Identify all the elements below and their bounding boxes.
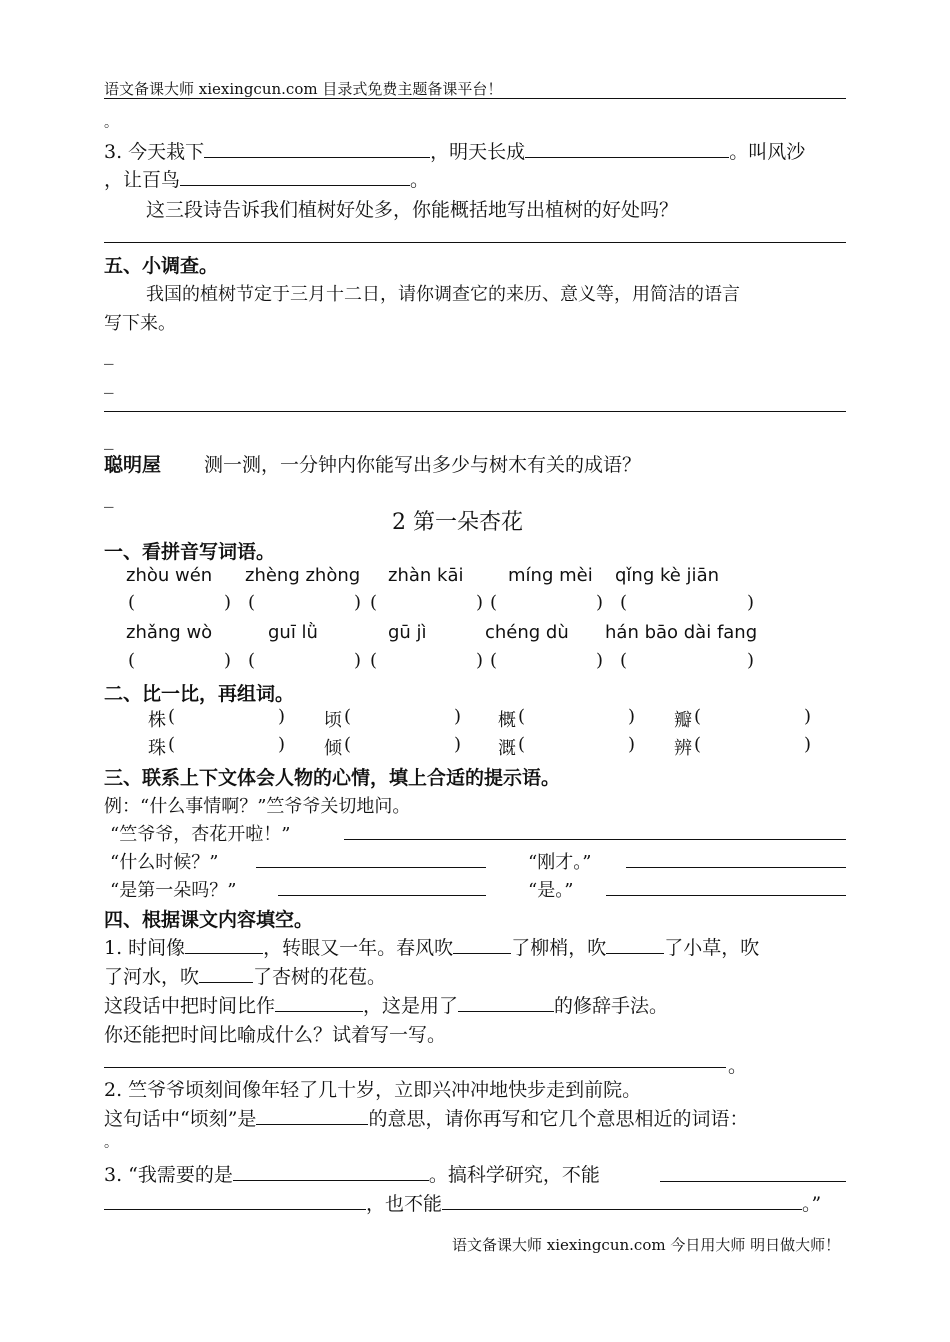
paren-close: )	[747, 592, 755, 613]
pinyin-word: qǐng kè jiān	[615, 565, 720, 586]
q2-line2	[104, 1104, 748, 1131]
paren-close: )	[224, 592, 232, 613]
answer-line[interactable]	[256, 867, 486, 868]
section-5-title: 五、小调查。	[104, 255, 219, 277]
dialogue-4: “是第一朵吗？”	[110, 880, 237, 901]
blank[interactable]	[204, 139, 430, 158]
survey-text-2: 写下来。	[104, 313, 176, 334]
paren-close: )	[278, 734, 286, 755]
blank[interactable]	[180, 167, 410, 186]
paren-open: (	[490, 650, 498, 671]
answer-line[interactable]	[606, 895, 846, 896]
paren-close: )	[354, 650, 362, 671]
answer-line[interactable]	[104, 242, 846, 243]
paren-close: )	[476, 592, 484, 613]
answer-line[interactable]	[104, 411, 846, 412]
compare-char: 辨	[674, 738, 692, 759]
paren-open: (	[694, 734, 702, 755]
paren-open: (	[344, 706, 352, 727]
example-line: 例：“什么事情啊？”竺爷爷关切地问。	[104, 796, 411, 817]
paren-close: )	[476, 650, 484, 671]
blank[interactable]	[442, 1191, 802, 1210]
pinyin-word: zhèng zhòng	[245, 565, 361, 586]
smart-room-text: 测一测，一分钟内你能写出多少与树木有关的成语？	[204, 454, 642, 476]
blank[interactable]	[606, 935, 664, 954]
q1-text-d: 了小草，吹	[664, 937, 760, 959]
part-4-title: 四、根据课文内容填空。	[104, 909, 314, 931]
lesson-title: 2 第一朵杏花	[392, 510, 523, 535]
part-1-title: 一、看拼音写词语。	[104, 541, 276, 563]
blank[interactable]	[275, 993, 363, 1012]
q1-text-c: 了柳梢，吹	[511, 937, 607, 959]
q1-line3	[104, 991, 668, 1018]
blank[interactable]	[104, 1191, 366, 1210]
page-footer: 语文备课大师 xiexingcun.com 今日用大师 明日做大师！	[452, 1236, 841, 1254]
compare-char: 顷	[324, 710, 342, 731]
paren-close: )	[747, 650, 755, 671]
q3-line1	[104, 1160, 600, 1187]
q2-line1: 2. 竺爷爷顷刻间像年轻了几十岁，立即兴冲冲地快步走到前院。	[104, 1079, 642, 1101]
stray-dot: 。	[104, 115, 118, 131]
compare-char: 瓣	[674, 710, 692, 731]
dash: _	[104, 428, 114, 450]
paren-open: (	[694, 706, 702, 727]
dash: _	[104, 343, 114, 365]
paren-open: (	[128, 650, 136, 671]
paren-open: (	[168, 706, 176, 727]
compare-char: 珠	[148, 738, 166, 759]
blank[interactable]	[185, 935, 263, 954]
page-header: 语文备课大师 xiexingcun.com 目录式免费主题备课平台！	[104, 80, 503, 98]
q1-line1	[104, 933, 759, 960]
pinyin-word: zhǎng wò	[126, 622, 213, 643]
dialogue-2: “什么时候？”	[110, 852, 219, 873]
part-3-title: 三、联系上下文体会人物的心情，填上合适的提示语。	[104, 767, 561, 789]
paren-open: (	[168, 734, 176, 755]
dash: _	[104, 486, 114, 508]
pinyin-word: guī lǜ	[268, 622, 318, 643]
compare-char: 溉	[498, 738, 516, 759]
paren-close: )	[628, 706, 636, 727]
compare-char: 概	[498, 710, 516, 731]
paren-open: (	[248, 592, 256, 613]
paren-open: (	[370, 592, 378, 613]
blank[interactable]	[256, 1106, 368, 1125]
paren-close: )	[278, 706, 286, 727]
answer-line[interactable]	[660, 1181, 846, 1182]
dialogue-5: “是。”	[528, 880, 574, 901]
blank[interactable]	[525, 139, 729, 158]
paren-close: )	[596, 592, 604, 613]
q3-text-e: 。	[410, 169, 430, 191]
header-rule	[104, 98, 846, 99]
blank[interactable]	[458, 993, 554, 1012]
q1-text-i: 的修辞手法。	[554, 995, 669, 1017]
paren-close: )	[596, 650, 604, 671]
survey-text-1: 我国的植树节定于三月十二日，请你调查它的来历、意义等，用简洁的语言	[146, 284, 740, 305]
paren-open: (	[620, 592, 628, 613]
paren-open: (	[490, 592, 498, 613]
answer-line[interactable]	[626, 867, 846, 868]
paren-open: (	[518, 734, 526, 755]
paren-open: (	[370, 650, 378, 671]
paren-close: )	[454, 706, 462, 727]
q1-text-b: ，转眼又一年。春风吹	[263, 937, 454, 959]
pinyin-word: gū jì	[388, 622, 427, 643]
paren-open: (	[518, 706, 526, 727]
q1-text-e: 了河水，吹	[104, 966, 200, 988]
answer-line[interactable]	[104, 1067, 726, 1068]
dialogue-1: “竺爷爷，杏花开啦！”	[110, 824, 291, 845]
q3-text-a: 3. 今天栽下	[104, 141, 205, 163]
q1-line4: 你还能把时间比喻成什么？试着写一写。	[104, 1024, 447, 1046]
q2-dot: 。	[104, 1135, 118, 1151]
blank[interactable]	[453, 935, 511, 954]
q3-text-a: 3. “我需要的是	[104, 1164, 233, 1186]
paren-close: )	[804, 706, 812, 727]
q2-text-c: 的意思，请你再写和它几个意思相近的词语：	[368, 1108, 749, 1130]
pinyin-word: zhàn kāi	[388, 565, 464, 586]
paren-close: )	[224, 650, 232, 671]
q1-line2	[104, 962, 386, 989]
paren-close: )	[454, 734, 462, 755]
paren-close: )	[628, 734, 636, 755]
paren-open: (	[620, 650, 628, 671]
paren-open: (	[128, 592, 136, 613]
blank[interactable]	[233, 1162, 429, 1181]
q3-text-b: ，明天长成	[430, 141, 526, 163]
compare-char: 株	[148, 710, 166, 731]
pinyin-word: hán bāo dài fang	[605, 622, 758, 643]
paren-open: (	[344, 734, 352, 755]
q1-text-a: 1. 时间像	[104, 937, 186, 959]
dash: _	[104, 372, 114, 394]
compare-char: 倾	[324, 738, 342, 759]
q3-line2	[104, 165, 429, 192]
q3-text-c: 。叫风沙	[729, 141, 806, 163]
q1-end-dot: 。	[728, 1055, 748, 1077]
q1-text-g: 这段话中把时间比作	[104, 995, 276, 1017]
paren-close: )	[354, 592, 362, 613]
answer-line[interactable]	[278, 895, 486, 896]
answer-line[interactable]	[344, 839, 846, 840]
paren-open: (	[248, 650, 256, 671]
paren-close: )	[804, 734, 812, 755]
benefit-question: 这三段诗告诉我们植树好处多，你能概括地写出植树的好处吗？	[146, 199, 679, 221]
q3-line1	[104, 137, 805, 164]
pinyin-word: chéng dù	[485, 622, 569, 643]
q1-text-f: 了杏树的花苞。	[253, 966, 387, 988]
q3-text-c: ，也不能	[366, 1193, 443, 1215]
pinyin-word: zhòu wén	[126, 565, 213, 586]
dialogue-3: “刚才。”	[528, 852, 592, 873]
part-2-title: 二、比一比，再组词。	[104, 683, 295, 705]
q3-line2	[104, 1189, 821, 1216]
q3-text-d: 。”	[802, 1193, 822, 1215]
q1-text-h: ，这是用了	[363, 995, 459, 1017]
blank[interactable]	[199, 964, 253, 983]
pinyin-word: míng mèi	[508, 565, 593, 586]
q3-text-d: ，让百鸟	[104, 169, 181, 191]
smart-room-label: 聪明屋	[104, 454, 162, 476]
q3-text-b: 。搞科学研究，不能	[428, 1164, 600, 1186]
q2-text-b: 这句话中“顷刻”是	[104, 1108, 257, 1130]
